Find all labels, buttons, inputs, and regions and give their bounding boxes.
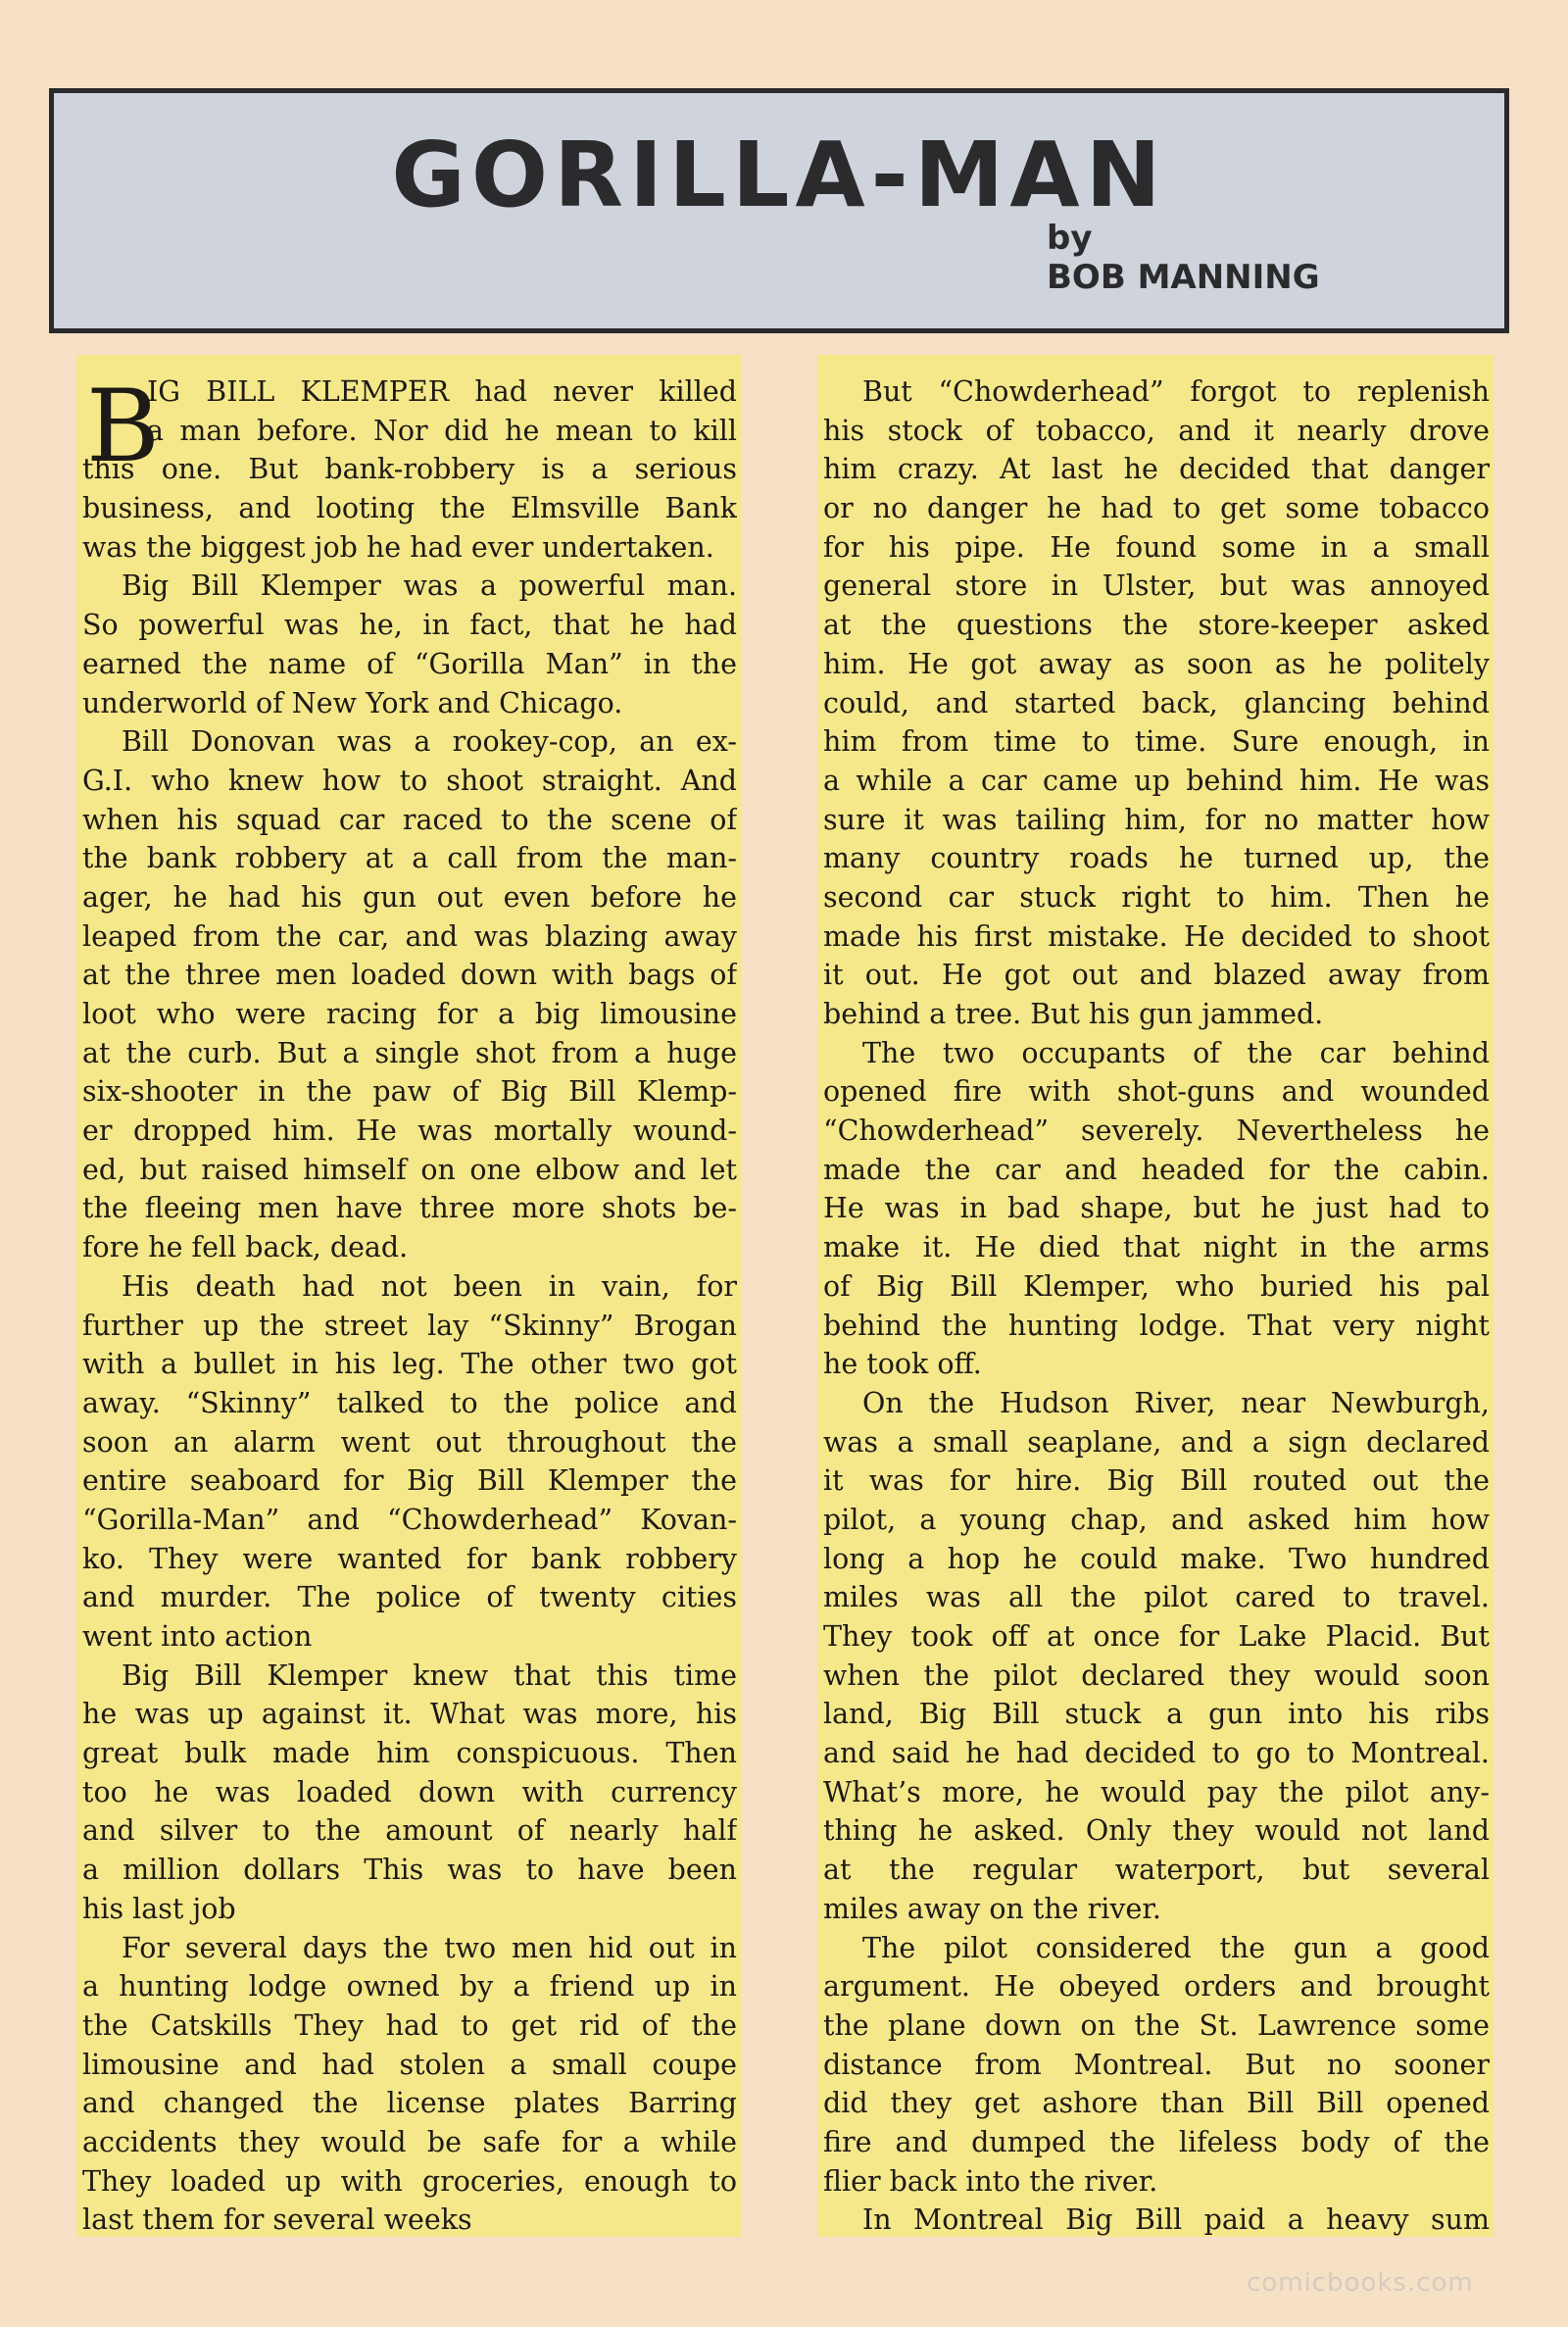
text-line: make it. He died that night in the arms (823, 1231, 1490, 1264)
text-line: ager, he had his gun out even before he (82, 880, 737, 914)
text-line: the fleeing men have three more shots be- (82, 1192, 737, 1225)
text-line: last them for several weeks (82, 2203, 472, 2237)
text-line: a hunting lodge owned by a friend up in (82, 1970, 737, 2004)
text-line: earned the name of “Gorilla Man” in the (82, 647, 737, 680)
text-line: They took off at once for Lake Placid. But (823, 1620, 1490, 1653)
text-line: For several days the two men hid out in (122, 1931, 737, 1964)
text-line: The two occupants of the car behind (862, 1036, 1490, 1069)
text-line: at the curb. But a single shot from a huge (82, 1036, 737, 1069)
text-line: ed, but raised himself on one elbow and let (82, 1153, 737, 1186)
text-line: at the questions the store-keeper asked (823, 609, 1490, 642)
text-line: distance from Montreal. But no sooner (823, 2048, 1490, 2081)
text-line: he took off. (823, 1348, 982, 1381)
text-line: pilot, a young chap, and asked him how (823, 1503, 1490, 1536)
text-line: But “Chowderhead” forgot to replenish (862, 375, 1490, 408)
drop-cap-letter: B (86, 369, 160, 485)
text-line: when his squad car raced to the scene of (82, 803, 737, 836)
text-line: many country roads he turned up, the (823, 842, 1490, 875)
text-line: of Big Bill Klemper, who buried his pal (823, 1269, 1490, 1303)
text-line: away. “Skinny” talked to the police and (82, 1386, 737, 1419)
text-line: went into action (82, 1620, 313, 1653)
text-line: behind the hunting lodge. That very night (823, 1309, 1490, 1342)
text-line: was the biggest job he had ever undertaken. (82, 530, 714, 564)
text-line: six-shooter in the paw of Big Bill Klemp- (82, 1075, 737, 1109)
text-line: The pilot considered the gun a good (862, 1931, 1490, 1964)
text-line: he was up against it. What was more, his (82, 1698, 737, 1731)
text-line: They loaded up with groceries, enough to (82, 2164, 737, 2198)
text-line: general store in Ulster, but was annoyed (823, 569, 1490, 603)
text-line: So powerful was he, in fact, that he had (82, 609, 737, 642)
byline-author: BOB MANNING (1047, 258, 1320, 297)
text-line: at the three men loaded down with bags of (82, 959, 737, 992)
text-line: and murder. The police of twenty cities (82, 1581, 737, 1614)
text-line: when the pilot declared they would soon (823, 1659, 1490, 1692)
text-line: accidents they would be safe for a while (82, 2125, 737, 2158)
text-line: business, and looting the Elmsville Bank (82, 492, 737, 525)
text-line: behind a tree. But his gun jammed. (823, 998, 1324, 1030)
text-line: great bulk made him conspicuous. Then (82, 1737, 737, 1770)
text-line: this one. But bank-robbery is a serious (82, 453, 737, 486)
text-line: his stock of tobacco, and it nearly drove (823, 414, 1490, 447)
text-line: and changed the license plates Barring (82, 2087, 737, 2120)
text-line: Bill Donovan was a rookey-cop, an ex- (122, 725, 737, 759)
text-line: flier back into the river. (823, 2164, 1158, 2198)
text-line: with a bullet in his leg. The other two got (82, 1348, 737, 1381)
text-line: On the Hudson River, near Newburgh, (862, 1386, 1490, 1419)
story-title: GORILLA-MAN (391, 123, 1167, 227)
text-line: land, Big Bill stuck a gun into his ribs (823, 1698, 1490, 1731)
text-line: miles was all the pilot cared to travel. (823, 1581, 1490, 1614)
text-line: underworld of New York and Chicago. (82, 686, 623, 719)
text-line: IG BILL KLEMPER had never killed (147, 375, 737, 408)
text-line: er dropped him. He was mortally wound- (82, 1114, 737, 1148)
text-line: a million dollars This was to have been (82, 1854, 737, 1887)
text-line: Big Bill Klemper was a powerful man. (122, 569, 737, 603)
text-line: him. He got away as soon as he politely (823, 647, 1490, 680)
text-line: at the regular waterport, but several (823, 1854, 1490, 1887)
text-line: and silver to the amount of nearly half (82, 1814, 737, 1848)
text-line: He was in bad shape, but he just had to (823, 1192, 1490, 1225)
text-line: fire and dumped the lifeless body of the (823, 2125, 1490, 2158)
text-line: fore he fell back, dead. (82, 1231, 409, 1264)
text-line: G.I. who knew how to shoot straight. And (82, 764, 737, 797)
text-line: made the car and headed for the cabin. (823, 1153, 1490, 1186)
text-line: His death had not been in vain, for (122, 1269, 737, 1303)
text-line: it was for hire. Big Bill routed out the (823, 1464, 1490, 1498)
text-line: soon an alarm went out throughout the (82, 1425, 737, 1459)
text-line: him crazy. At last he decided that danger (823, 453, 1490, 486)
text-line: or no danger he had to get some tobacco (823, 492, 1490, 525)
title-panel (49, 88, 1509, 333)
text-line: miles away on the river. (823, 1892, 1161, 1925)
text-line: entire seaboard for Big Bill Klemper the (82, 1464, 737, 1498)
text-line: Big Bill Klemper knew that this time (122, 1659, 737, 1692)
text-line: long a hop he could make. Two hundred (823, 1542, 1490, 1575)
text-line: a man before. Nor did he mean to kill (147, 414, 737, 447)
text-line: What’s more, he would pay the pilot any- (823, 1775, 1490, 1808)
text-line: could, and started back, glancing behind (823, 686, 1490, 719)
text-line: made his first mistake. He decided to shoot (823, 919, 1490, 953)
text-line: “Gorilla-Man” and “Chowderhead” Kovan- (82, 1503, 737, 1536)
byline-by: by (1047, 219, 1093, 258)
text-line: sure it was tailing him, for no matter how (823, 803, 1490, 836)
text-line: was a small seaplane, and a sign declared (823, 1425, 1490, 1459)
site-watermark: comicbooks.com (1247, 2268, 1474, 2298)
text-line: opened fire with shot-guns and wounded (823, 1075, 1490, 1109)
text-line: and said he had decided to go to Montreal. (823, 1737, 1490, 1770)
text-line: limousine and had stolen a small coupe (82, 2048, 737, 2081)
text-line: further up the street lay “Skinny” Brogan (82, 1309, 737, 1342)
text-line: the plane down on the St. Lawrence some (823, 2008, 1490, 2042)
text-line: argument. He obeyed orders and brought (823, 1970, 1490, 2004)
text-line: it out. He got out and blazed away from (823, 959, 1490, 992)
text-line: leaped from the car, and was blazing away (82, 919, 737, 953)
text-line: for his pipe. He found some in a small (823, 530, 1490, 564)
text-line: his last job (82, 1892, 236, 1925)
text-line: loot who were racing for a big limousine (82, 998, 737, 1030)
left-text-column (76, 355, 741, 2237)
text-line: “Chowderhead” severely. Nevertheless he (823, 1114, 1490, 1148)
right-text-column (817, 355, 1494, 2237)
text-line: In Montreal Big Bill paid a heavy sum (862, 2203, 1490, 2237)
text-line: did they get ashore than Bill Bill opened (823, 2087, 1490, 2120)
text-line: second car stuck right to him. Then he (823, 880, 1490, 914)
text-line: the Catskills They had to get rid of the (82, 2008, 737, 2042)
text-line: thing he asked. Only they would not land (823, 1814, 1490, 1848)
text-line: a while a car came up behind him. He was (823, 764, 1490, 797)
text-line: him from time to time. Sure enough, in (823, 725, 1490, 759)
text-line: too he was loaded down with currency (82, 1775, 737, 1808)
text-line: ko. They were wanted for bank robbery (82, 1542, 737, 1575)
text-line: the bank robbery at a call from the man- (82, 842, 737, 875)
